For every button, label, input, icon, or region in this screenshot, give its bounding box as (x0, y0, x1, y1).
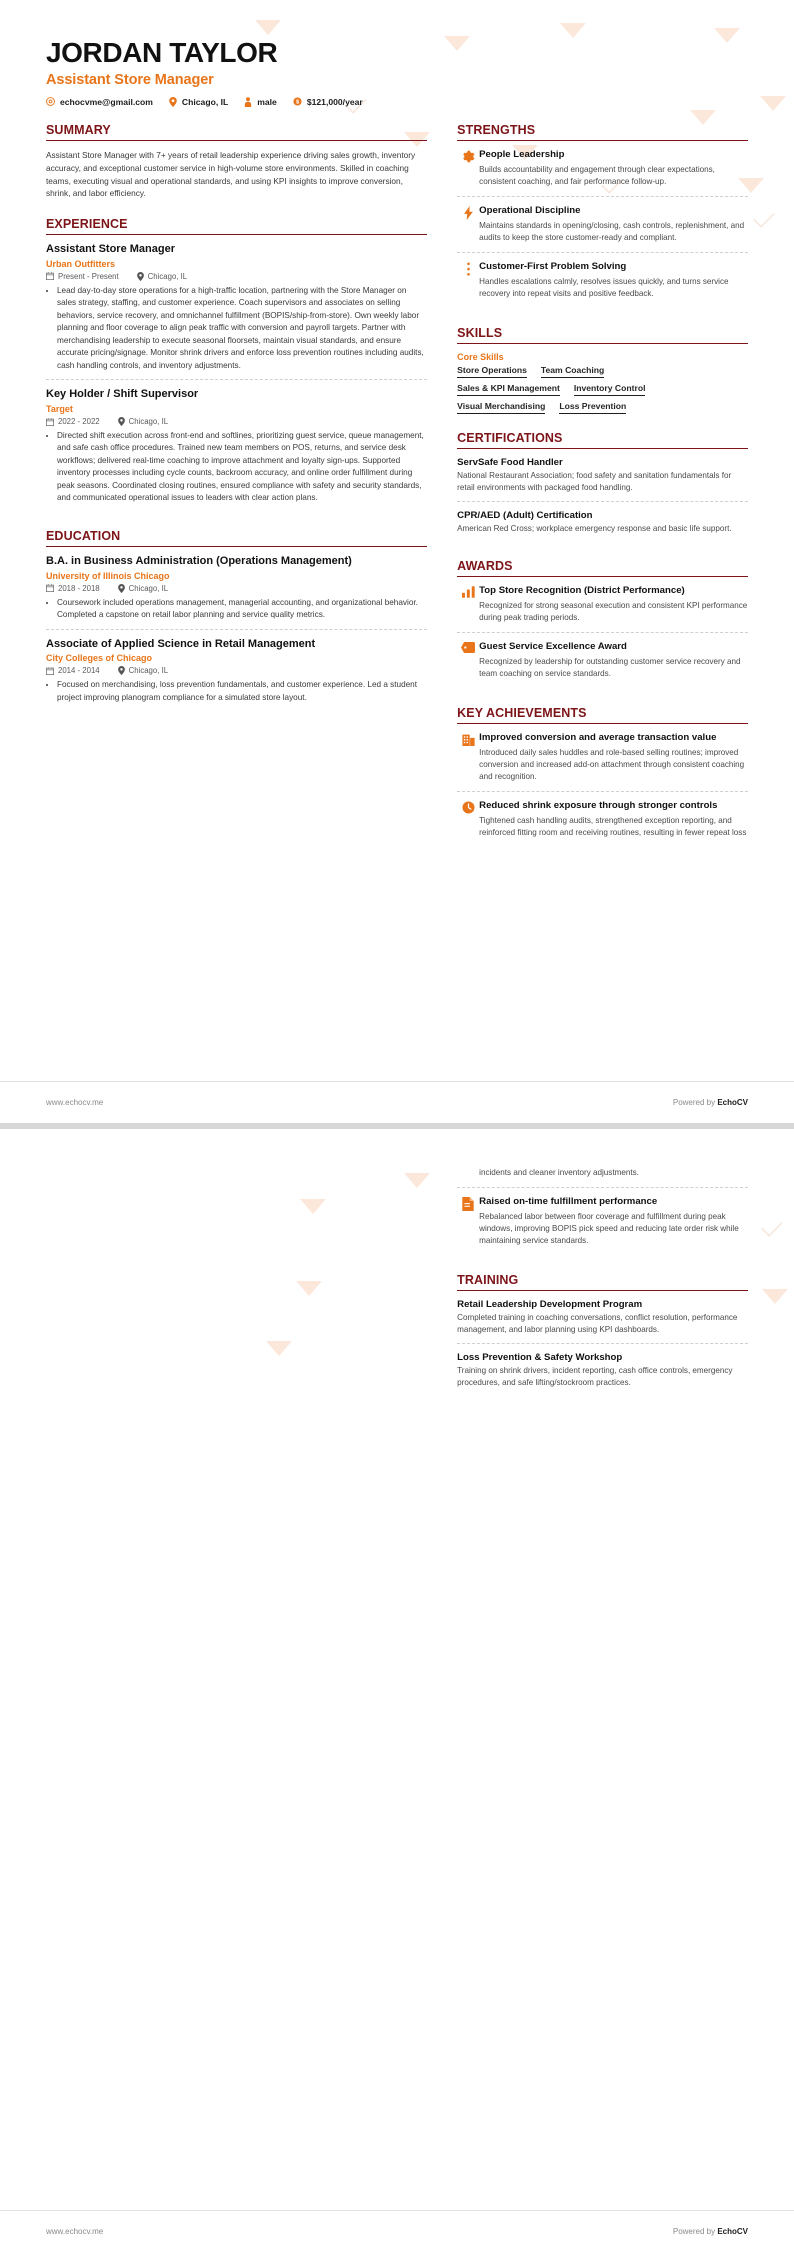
section-strengths (457, 123, 748, 309)
key-achievement-desc-continued: incidents and cleaner inventory adjustments. (479, 1168, 639, 1177)
bar-chart-icon (457, 585, 479, 624)
section-experience (46, 217, 427, 512)
experience-bullet: • Lead day-to-day store operations for a high-traffic location, partnering with the Store Manager on sales strategy, staffing, and customer experience. Coach supervisors and associates on selling behaviors, service recovery, and omnichannel fulfillment (BOPIS/ship-from-store). Own weekly labor planning and floor coverage to align peak traffic with conversion and payroll targets. Partner with merchandising leadership to execute seasonal floorsets, maintain visual standards, and ensure accurate pricing/signage. Monitor shrink drivers and enforce loss prevention routines including audits, cash handling controls, and inventory adjustments. (57, 285, 427, 372)
right-column (453, 123, 748, 864)
right-column (453, 1167, 748, 1413)
footer-website[interactable]: www.echocv.me (46, 2227, 104, 2236)
strength-item (457, 196, 748, 252)
candidate-job-title: Assistant Store Manager (46, 71, 214, 88)
certification-name: CPR/AED (Adult) Certification (457, 509, 593, 521)
clock-icon (457, 800, 479, 839)
key-achievement-title: Improved conversion and average transaction value (479, 731, 717, 743)
section-summary (46, 123, 427, 200)
footer-website[interactable]: www.echocv.me (46, 1098, 104, 1107)
education-dates-text: 2014 - 2014 (58, 666, 100, 676)
experience-company: Target (46, 404, 73, 415)
key-achievement-desc: Introduced daily sales huddles and role-based selling routines; improved conversion and increased add-on attachment through consistent coaching and recognition. (479, 747, 745, 781)
skill-chip: Loss Prevention (559, 401, 626, 414)
key-achievement-continuation (457, 1167, 748, 1187)
strength-title: Operational Discipline (479, 205, 581, 217)
key-achievement-desc: Tightened cash handling audits, strengthened exception reporting, and reinforced fitting room and receiving routines, resulting in fewer repeat loss (479, 815, 747, 838)
footer-powered-prefix: Powered by (672, 1098, 718, 1107)
location-pin-icon (137, 272, 144, 281)
section-education (46, 529, 427, 711)
resume-header (46, 38, 748, 107)
skill-chip: Team Coaching (541, 365, 604, 378)
resume-columns (46, 1167, 748, 1413)
strength-item (457, 149, 748, 196)
education-entry (46, 629, 427, 712)
section-skills (457, 326, 748, 414)
skill-row (457, 365, 748, 378)
key-achievement-item (457, 791, 748, 847)
lightning-bolt-icon (457, 205, 479, 244)
experience-meta (46, 272, 427, 281)
person-icon (244, 97, 252, 107)
skill-chip: Visual Merchandising (457, 401, 545, 414)
education-location-text: Chicago, IL (128, 666, 169, 676)
document-icon (457, 1196, 479, 1247)
experience-location-text: Chicago, IL (128, 417, 169, 427)
section-awards (457, 559, 748, 689)
certification-item (457, 457, 748, 501)
training-heading: TRAINING (457, 1273, 748, 1291)
svg-text:$: $ (295, 99, 299, 106)
page-footer (0, 1081, 794, 1123)
skills-list (457, 365, 748, 414)
experience-dates (46, 272, 119, 281)
training-name: Loss Prevention & Safety Workshop (457, 1351, 623, 1363)
skill-row (457, 401, 748, 414)
experience-bullets (46, 430, 427, 505)
certification-desc: American Red Cross; workplace emergency response and basic life support. (457, 523, 732, 533)
contact-gender-text: male (257, 96, 277, 107)
spacer (457, 1167, 479, 1179)
contact-salary-text: $121,000/year (306, 96, 363, 107)
strengths-heading: STRENGTHS (457, 123, 748, 141)
strength-item (457, 252, 748, 308)
award-item (457, 632, 748, 688)
education-bullets (46, 679, 427, 704)
calendar-icon (46, 584, 54, 592)
experience-dates-text: Present - Present (58, 271, 119, 281)
award-desc: Recognized by leadership for outstanding customer service recovery and team coaching on service standards. (479, 657, 741, 679)
experience-bullet: • Directed shift execution across front-end and softlines, prioritizing guest service, queue management, and safe cash office procedures. Trained new team members on POS, returns, and service desk workflows; delivered real-time coaching to improve attachment and loyalty sign-ups. Supported inventory processes including cycle counts, backroom accuracy, and online order fulfillment during peak seasons. Coordinated closing routines, ensured compliance with safety and security standards, and communicated operational issues to leaders with clear action plans. (57, 430, 427, 505)
section-key-achievements-continued (457, 1187, 748, 1255)
key-achievement-item (457, 1187, 748, 1255)
education-heading: EDUCATION (46, 529, 427, 547)
key-achievement-item (457, 732, 748, 791)
building-icon (457, 732, 479, 783)
location-pin-icon (169, 97, 177, 107)
experience-entry (46, 243, 427, 379)
award-desc: Recognized for strong seasonal execution and consistent KPI performance during peak trading periods. (479, 601, 748, 623)
education-meta (46, 584, 427, 593)
education-bullet: • Coursework included operations management, managerial accounting, and organizational behavior. Completed a capstone on retail labor planning and service quality metrics. (57, 597, 427, 622)
contact-salary (293, 97, 363, 107)
contact-email-text: echocvme@gmail.com (60, 96, 153, 107)
footer-powered-by (673, 1098, 748, 1107)
footer-powered-by (673, 2227, 748, 2236)
experience-dates (46, 417, 100, 426)
education-degree: B.A. in Business Administration (Operations Management) (46, 554, 352, 567)
resume-page-2 (0, 1129, 794, 2252)
experience-location (118, 417, 168, 426)
section-certifications (457, 431, 748, 542)
certification-name: ServSafe Food Handler (457, 456, 563, 468)
training-item (457, 1299, 748, 1343)
contact-row (46, 97, 748, 107)
skill-chip: Inventory Control (574, 383, 646, 396)
education-location (118, 666, 168, 675)
certification-desc: National Restaurant Association; food safety and sanitation fundamentals for retail environments with packaged food handling. (457, 470, 732, 492)
awards-heading: AWARDS (457, 559, 748, 577)
summary-text: Assistant Store Manager with 7+ years of retail leadership experience driving sales growth, inventory accuracy, and exceptional customer service in high-volume store environments. Skilled in coaching teams, executing visual and operational standards, and using KPI insights to improve conversion, shrink, and labor efficiency. (46, 149, 416, 199)
location-pin-icon (118, 666, 125, 675)
contact-location (169, 97, 228, 107)
education-dates-text: 2018 - 2018 (58, 583, 100, 593)
location-pin-icon (118, 584, 125, 593)
experience-bullets (46, 285, 427, 372)
education-entry (46, 555, 427, 629)
key-achievement-title: Reduced shrink exposure through stronger controls (479, 799, 718, 811)
education-bullets (46, 597, 427, 622)
experience-role: Key Holder / Shift Supervisor (46, 388, 199, 401)
key-achievement-desc: Rebalanced labor between floor coverage and fulfillment during peak windows, improving BOPIS pick speed and reducing late order risk while maintaining service standards. (479, 1212, 739, 1246)
certification-item (457, 501, 748, 542)
location-pin-icon (118, 417, 125, 426)
strength-title: People Leadership (479, 148, 565, 160)
strength-desc: Handles escalations calmly, resolves issues quickly, and turns service recovery into repeat visits and positive feedback. (479, 277, 729, 299)
award-item (457, 585, 748, 632)
calendar-icon (46, 272, 54, 280)
training-desc: Completed training in coaching conversations, conflict resolution, performance management, and labor planning using KPI dashboards. (457, 1312, 738, 1334)
tag-icon (457, 641, 479, 680)
dots-vertical-icon (457, 261, 479, 300)
education-degree: Associate of Applied Science in Retail Management (46, 637, 316, 650)
calendar-icon (46, 667, 54, 675)
salary-icon (293, 97, 302, 106)
experience-location-text: Chicago, IL (147, 271, 188, 281)
resume-page-1 (0, 0, 794, 1123)
training-item (457, 1343, 748, 1396)
skills-group-label: Core Skills (457, 351, 504, 362)
summary-heading: SUMMARY (46, 123, 427, 141)
education-dates (46, 584, 100, 593)
contact-location-text: Chicago, IL (181, 96, 229, 107)
education-school: City Colleges of Chicago (46, 653, 153, 664)
experience-heading: EXPERIENCE (46, 217, 427, 235)
email-icon (46, 97, 55, 106)
contact-gender (244, 97, 277, 107)
footer-brand: EchoCV (717, 1098, 748, 1107)
section-training (457, 1273, 748, 1397)
experience-entry (46, 379, 427, 512)
education-location-text: Chicago, IL (128, 583, 169, 593)
training-desc: Training on shrink drivers, incident reporting, cash office controls, emergency procedures, and safe lifting/stockroom practices. (457, 1365, 733, 1387)
footer-brand: EchoCV (717, 2227, 748, 2236)
education-school: University of Illinois Chicago (46, 570, 170, 581)
experience-dates-text: 2022 - 2022 (58, 417, 100, 427)
experience-location (137, 272, 187, 281)
resume-columns (46, 123, 748, 864)
award-title: Top Store Recognition (District Performance) (479, 585, 685, 597)
skills-heading: SKILLS (457, 326, 748, 344)
experience-meta (46, 417, 427, 426)
skill-chip: Store Operations (457, 365, 527, 378)
strength-title: Customer-First Problem Solving (479, 261, 627, 273)
education-dates (46, 666, 100, 675)
education-bullet: • Focused on merchandising, loss prevention fundamentals, and customer experience. Led a student project improving planogram compliance for a simulated store layout. (57, 679, 427, 704)
footer-powered-prefix: Powered by (672, 2227, 718, 2236)
left-column (46, 123, 453, 728)
skill-chip: Sales & KPI Management (457, 383, 560, 396)
education-location (118, 584, 168, 593)
strength-desc: Maintains standards in opening/closing, cash controls, replenishment, and audits to keep the store customer-ready and compliant. (479, 221, 745, 243)
skill-row (457, 383, 748, 396)
experience-role: Assistant Store Manager (46, 243, 175, 256)
experience-company: Urban Outfitters (46, 258, 116, 269)
award-title: Guest Service Excellence Award (479, 641, 627, 653)
contact-email[interactable] (46, 97, 153, 107)
key-achievements-heading: KEY ACHIEVEMENTS (457, 706, 748, 724)
certifications-heading: CERTIFICATIONS (457, 431, 748, 449)
strength-desc: Builds accountability and engagement through clear expectations, consistent coaching, and fair performance follow-up. (479, 164, 715, 186)
candidate-name: JORDAN TAYLOR (46, 37, 278, 68)
training-name: Retail Leadership Development Program (457, 1298, 643, 1310)
key-achievement-title: Raised on-time fulfillment performance (479, 1196, 658, 1208)
section-key-achievements (457, 706, 748, 848)
gear-icon (457, 149, 479, 188)
calendar-icon (46, 418, 54, 426)
education-meta (46, 666, 427, 675)
